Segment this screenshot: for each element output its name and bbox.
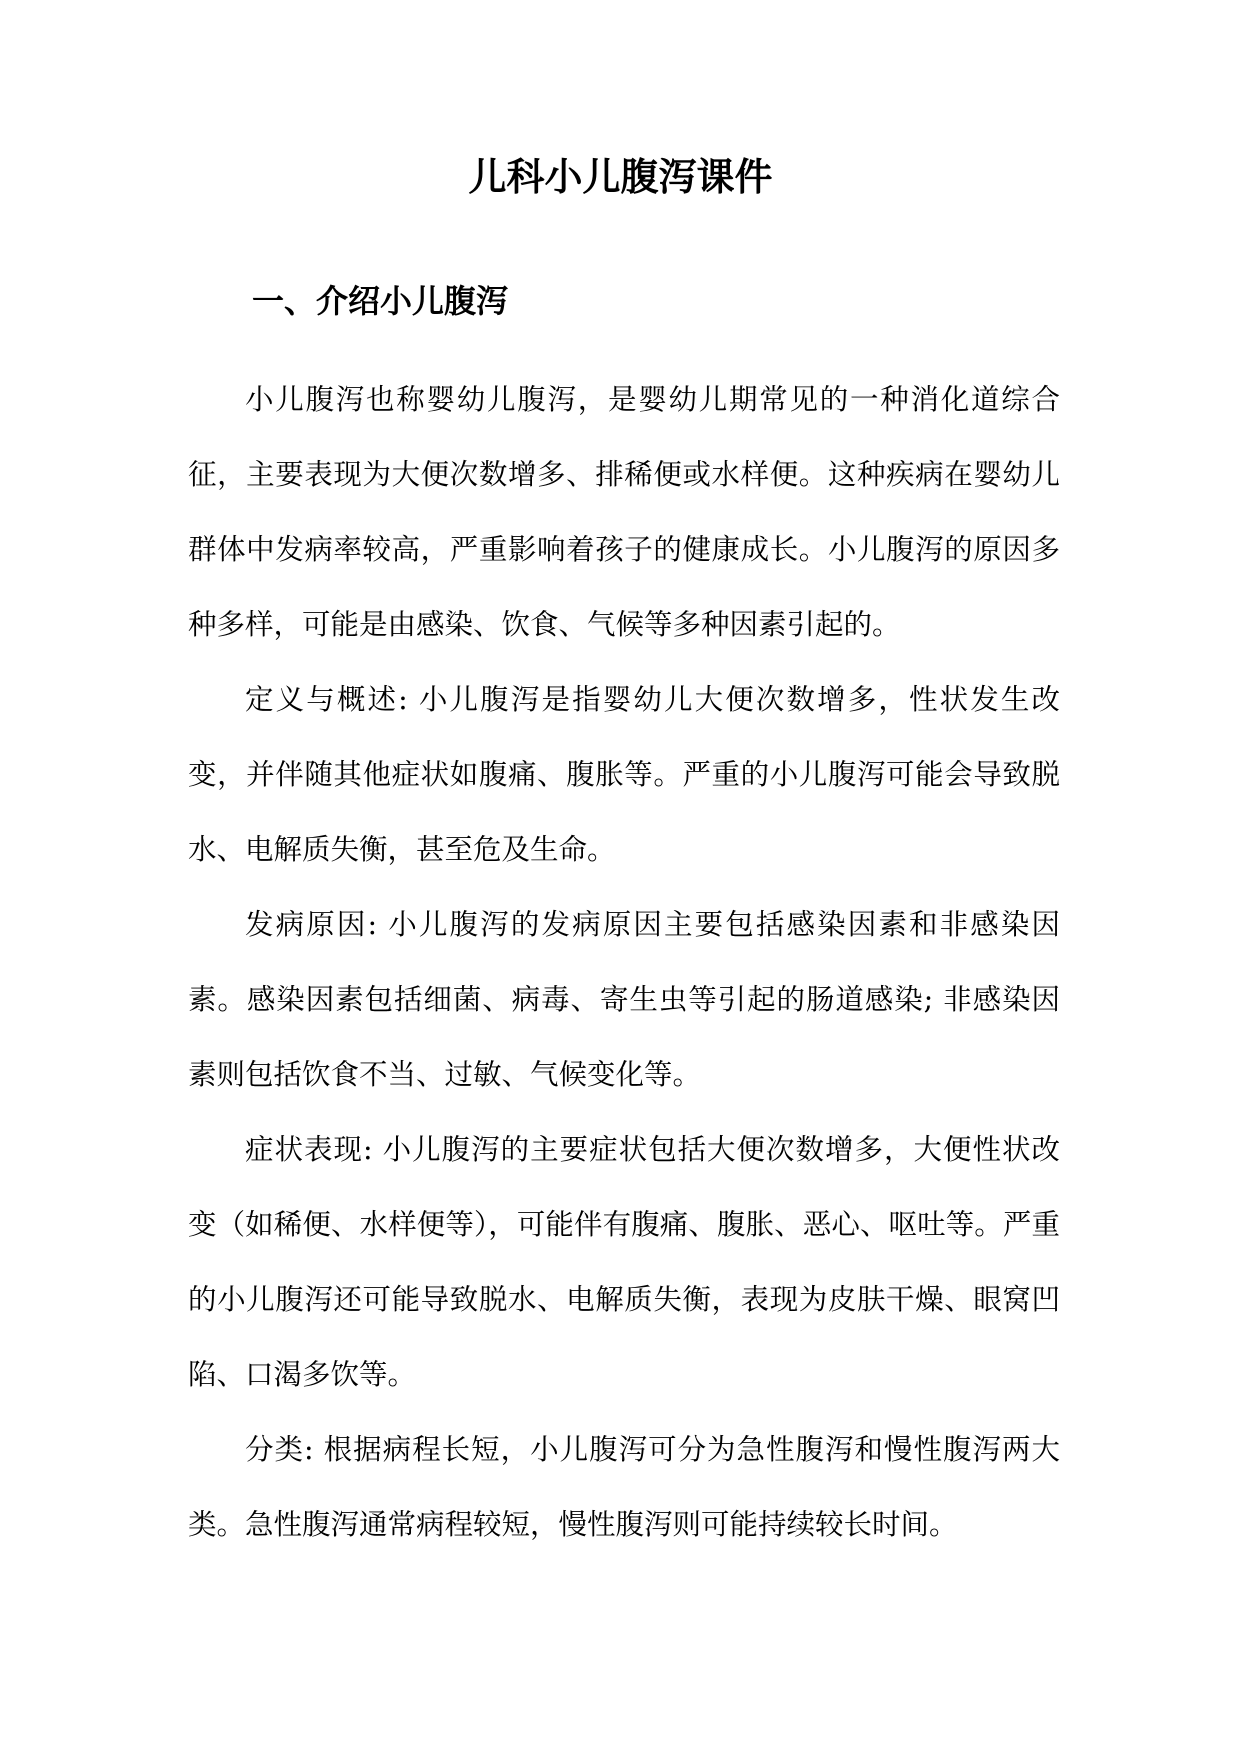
paragraph-classification: 分类: 根据病程长短，小儿腹泻可分为急性腹泻和慢性腹泻两大类。急性腹泻通常病程较短，慢性腹泻则可能持续较长时间。 [188,1433,1060,1541]
section-heading: 一、介绍小儿腹泻 [252,282,509,320]
paragraph-definition: 定义与概述: 小儿腹泻是指婴幼儿大便次数增多，性状发生改变，并伴随其他症状如腹痛、腹胀等。严重的小儿腹泻可能会导致脱水、电解质失衡，甚至危及生命。 [188,683,1060,866]
paragraph-intro: 小儿腹泻也称婴幼儿腹泻，是婴幼儿期常见的一种消化道综合征，主要表现为大便次数增多、排稀便或水样便。这种疾病在婴幼儿群体中发病率较高，严重影响着孩子的健康成长。小儿腹泻的原因多种多样，可能是由感染、饮食、气候等多种因素引起的。 [188,383,1060,641]
paragraph-symptoms: 症状表现: 小儿腹泻的主要症状包括大便次数增多，大便性状改变（如稀便、水样便等），可能伴有腹痛、腹胀、恶心、呕吐等。严重的小儿腹泻还可能导致脱水、电解质失衡，表现为皮肤干燥、眼窝凹陷、口渴多饮等。 [188,1133,1060,1391]
document-title: 儿科小儿腹泻课件 [468,154,773,199]
document-body [188,362,1060,1562]
paragraph-causes: 发病原因: 小儿腹泻的发病原因主要包括感染因素和非感染因素。感染因素包括细菌、病毒、寄生虫等引起的肠道感染; 非感染因素则包括饮食不当、过敏、气候变化等。 [188,908,1060,1091]
